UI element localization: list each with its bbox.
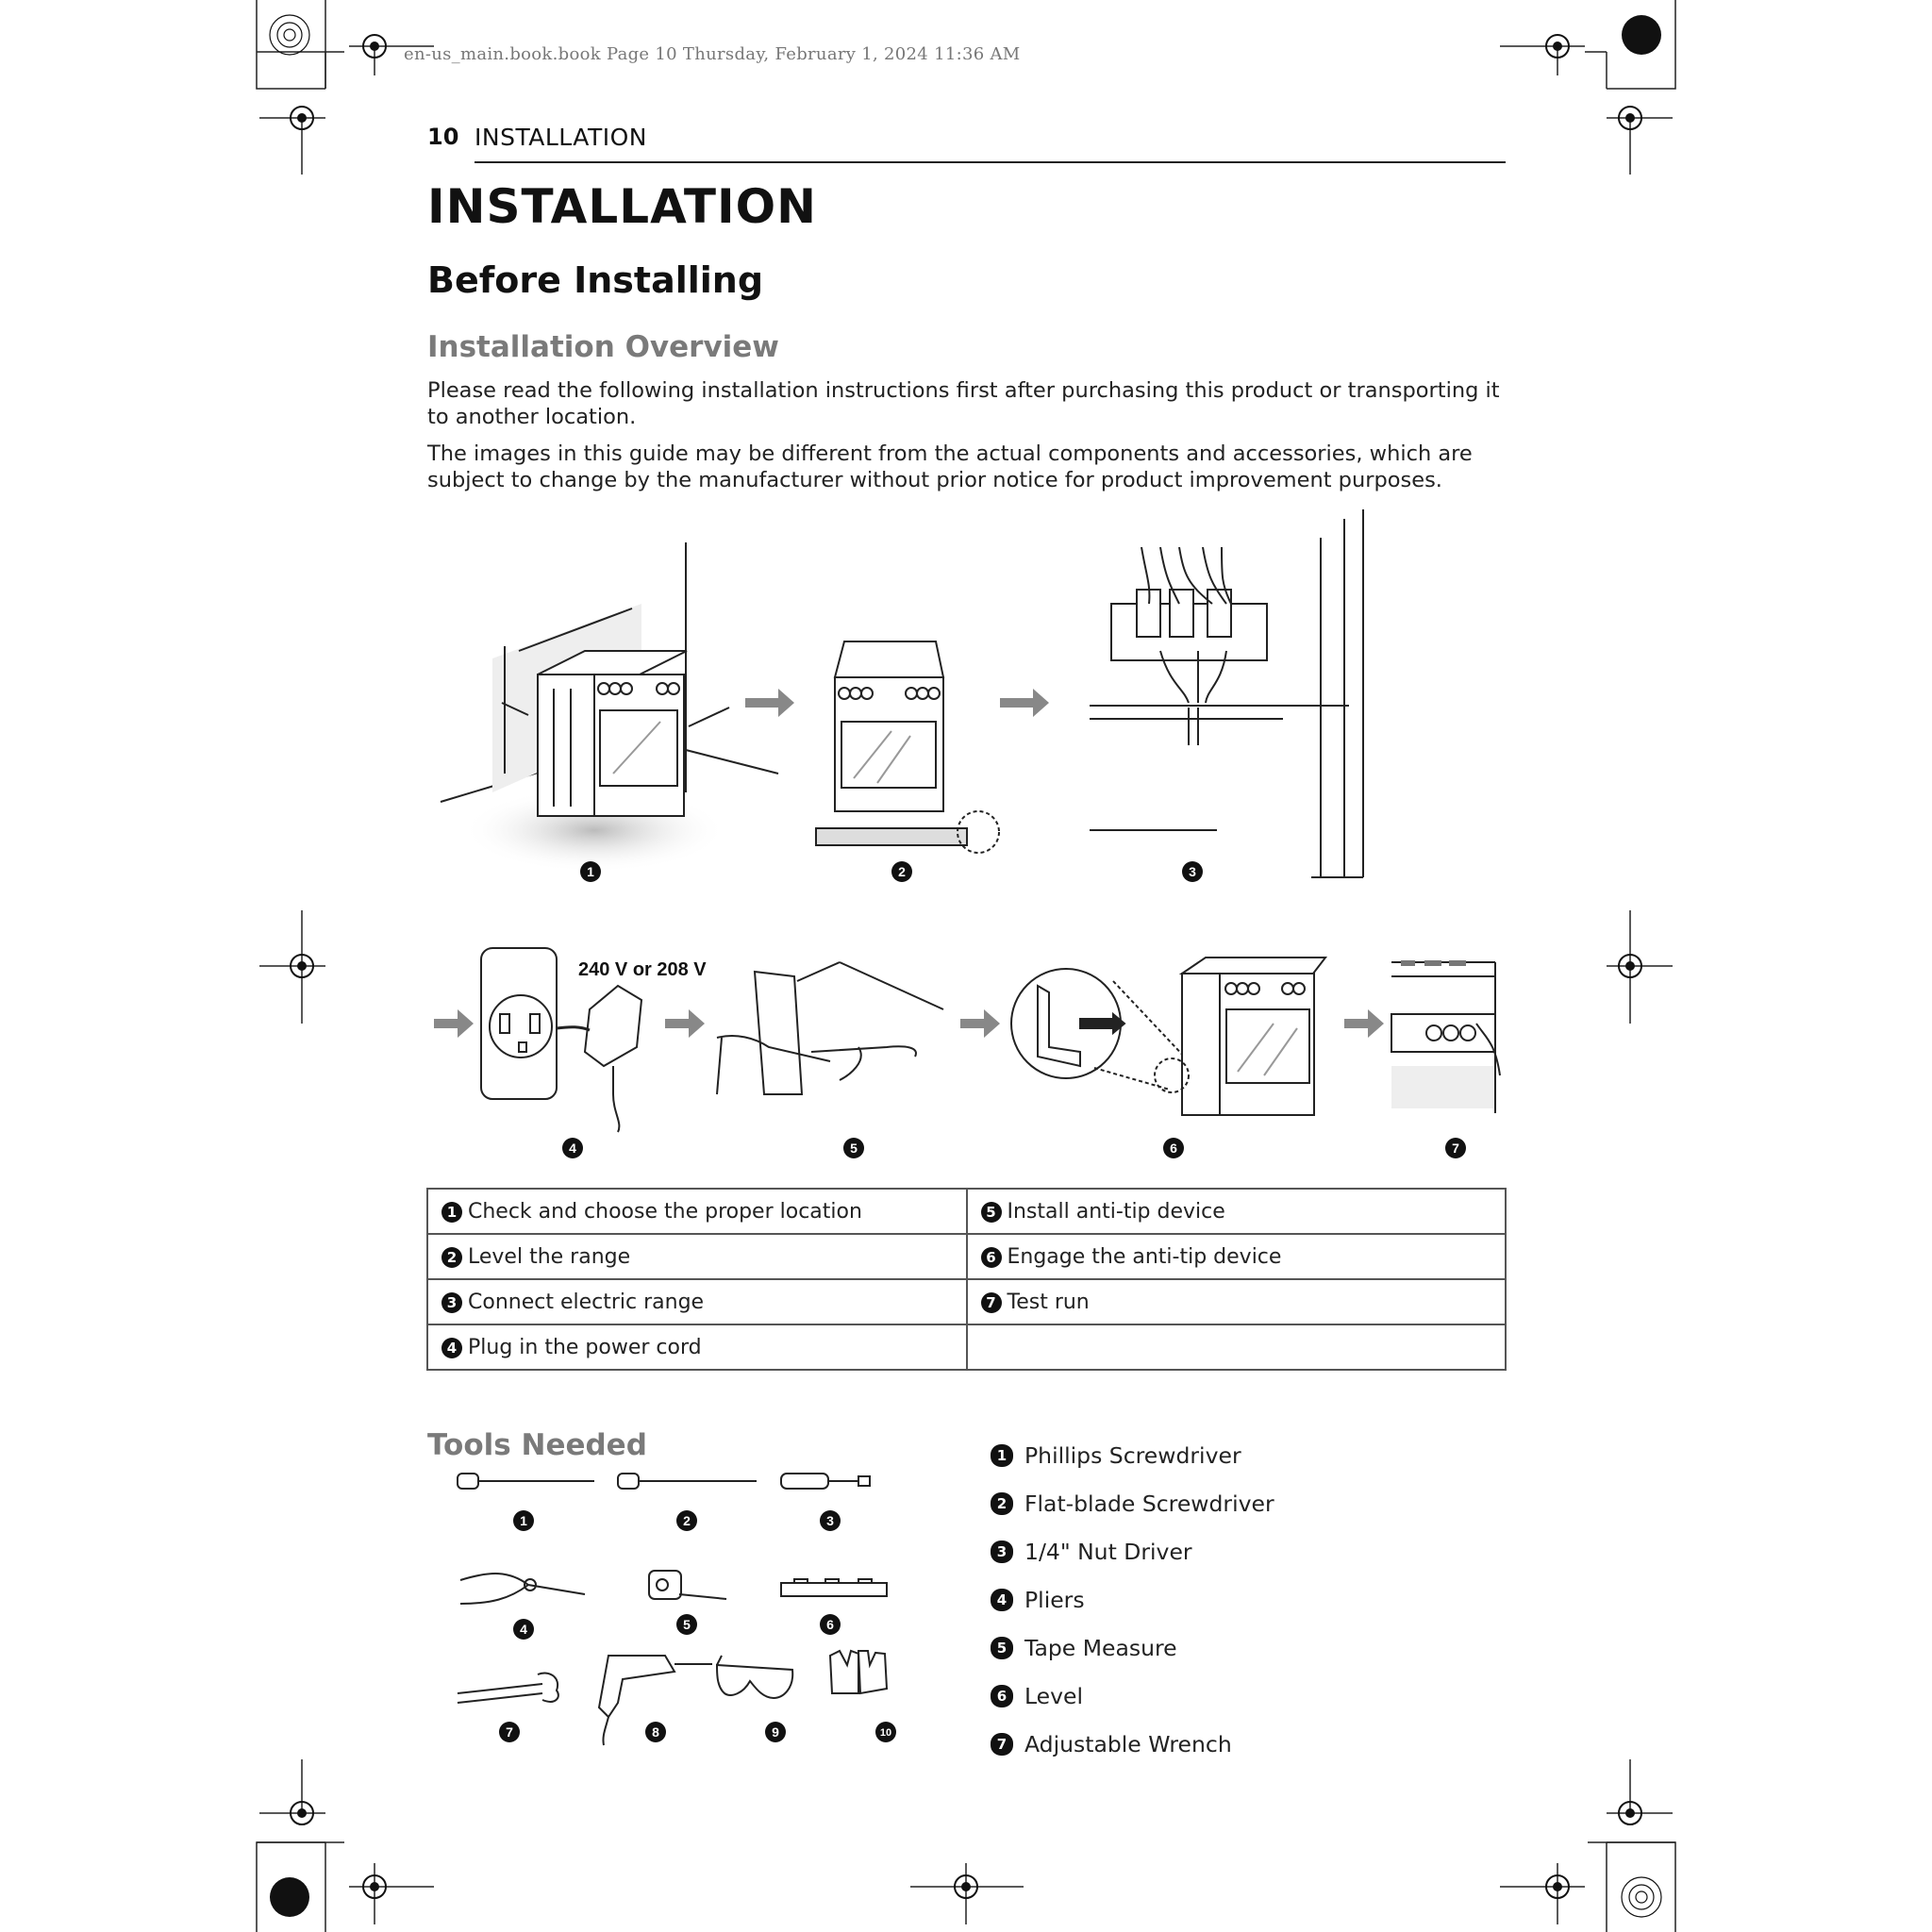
voltage-label: 240 V or 208 V (578, 959, 707, 980)
step-marker: 7 (1452, 1141, 1459, 1156)
installation-steps-table (426, 1188, 1507, 1371)
tool-marker: 5 (683, 1617, 691, 1632)
tool-name: Adjustable Wrench (1024, 1730, 1232, 1757)
list-item (991, 1527, 1274, 1575)
nut-driver-icon (781, 1474, 870, 1489)
table-cell (967, 1279, 1507, 1324)
page-title: INSTALLATION (427, 179, 817, 234)
step-text: Install anti-tip device (1007, 1199, 1225, 1224)
table-cell (967, 1189, 1507, 1234)
tools-illustration (443, 1462, 934, 1755)
tool-marker: 1 (520, 1513, 527, 1528)
tool-marker: 2 (683, 1513, 691, 1528)
flat-blade-screwdriver-icon (618, 1474, 757, 1489)
step-marker: 1 (587, 864, 594, 879)
list-item (991, 1720, 1274, 1768)
step-marker: 5 (850, 1141, 858, 1156)
step-text: Connect electric range (468, 1290, 705, 1314)
tools-list (991, 1431, 1274, 1768)
step-text: Plug in the power cord (468, 1335, 702, 1359)
step-marker: 4 (569, 1141, 576, 1156)
work-gloves-icon (830, 1651, 887, 1693)
table-cell (427, 1324, 967, 1370)
step-marker: 6 (1170, 1141, 1177, 1156)
table-row (427, 1324, 1506, 1370)
tool-number-badge: 1 (991, 1444, 1013, 1467)
section-subtitle: Before Installing (427, 259, 764, 301)
print-slug-line: en-us_main.book.book Page 10 Thursday, February 1, 2024 11:36 AM (404, 44, 1021, 64)
header-rule (475, 161, 1506, 163)
step1-location-illustration (441, 542, 778, 873)
list-item (991, 1431, 1274, 1479)
step-marker: 3 (1189, 864, 1196, 879)
tool-number-badge: 6 (991, 1685, 1013, 1707)
running-header-page-number: 10 (427, 124, 459, 150)
tool-marker: 8 (652, 1724, 659, 1740)
step-number-badge: 1 (441, 1202, 462, 1223)
overview-paragraph-1: Please read the following installation instructions first after purchasing this product or transporting it to another location. (427, 378, 1500, 429)
tool-name: Level (1024, 1682, 1084, 1709)
step7-test-run-illustration (1391, 962, 1500, 1113)
tool-number-badge: 5 (991, 1637, 1013, 1659)
tool-number-badge: 2 (991, 1492, 1013, 1515)
table-cell (427, 1189, 967, 1234)
step-text: Test run (1007, 1290, 1090, 1314)
tool-number-badge: 4 (991, 1589, 1013, 1611)
step-number-badge: 3 (441, 1292, 462, 1313)
step5-anti-tip-install-illustration (717, 962, 943, 1094)
tool-name: 1/4" Nut Driver (1024, 1538, 1192, 1565)
step-marker: 2 (898, 864, 906, 879)
phillips-screwdriver-icon (458, 1474, 594, 1489)
table-cell-empty (967, 1324, 1507, 1370)
step-number-badge: 2 (441, 1247, 462, 1268)
table-row (427, 1279, 1506, 1324)
tool-number-badge: 7 (991, 1733, 1013, 1756)
tool-marker: 10 (879, 1727, 892, 1739)
step-text: Engage the anti-tip device (1007, 1244, 1282, 1269)
overview-paragraph-2: The images in this guide may be different from the actual components and accessories, which are subject to change by the manufacturer without prior notice for product improvement purposes. (427, 441, 1473, 492)
tape-measure-icon (649, 1571, 726, 1599)
table-cell (967, 1234, 1507, 1279)
step2-level-illustration (816, 641, 999, 853)
safety-glasses-icon (717, 1656, 792, 1698)
tool-marker: 7 (506, 1724, 513, 1740)
pliers-icon (460, 1574, 585, 1604)
list-item (991, 1624, 1274, 1672)
step-text: Check and choose the proper location (468, 1199, 862, 1224)
table-cell (427, 1234, 967, 1279)
tool-marker: 4 (520, 1622, 527, 1637)
tool-name: Tape Measure (1024, 1634, 1177, 1661)
step-number-badge: 5 (981, 1202, 1002, 1223)
table-row (427, 1189, 1506, 1234)
tool-marker: 3 (826, 1513, 834, 1528)
installation-steps-illustration (415, 509, 1528, 1170)
tool-name: Phillips Screwdriver (1024, 1441, 1241, 1469)
tool-marker: 6 (826, 1617, 834, 1632)
step-number-badge: 6 (981, 1247, 1002, 1268)
level-icon (781, 1579, 887, 1596)
step-text: Level the range (468, 1244, 631, 1269)
tool-name: Pliers (1024, 1586, 1085, 1613)
step3-wiring-illustration (1090, 509, 1363, 877)
tool-name: Flat-blade Screwdriver (1024, 1490, 1274, 1517)
step6-anti-tip-engage-illustration (1011, 958, 1325, 1115)
tool-number-badge: 3 (991, 1541, 1013, 1563)
running-header-section: INSTALLATION (475, 124, 647, 151)
overview-heading: Installation Overview (427, 330, 779, 364)
tools-heading: Tools Needed (427, 1428, 647, 1462)
adjustable-wrench-icon (458, 1674, 558, 1703)
tool-marker: 9 (772, 1724, 779, 1740)
list-item (991, 1575, 1274, 1624)
step-number-badge: 4 (441, 1338, 462, 1358)
list-item (991, 1672, 1274, 1720)
step-number-badge: 7 (981, 1292, 1002, 1313)
table-cell (427, 1279, 967, 1324)
list-item (991, 1479, 1274, 1527)
table-row (427, 1234, 1506, 1279)
